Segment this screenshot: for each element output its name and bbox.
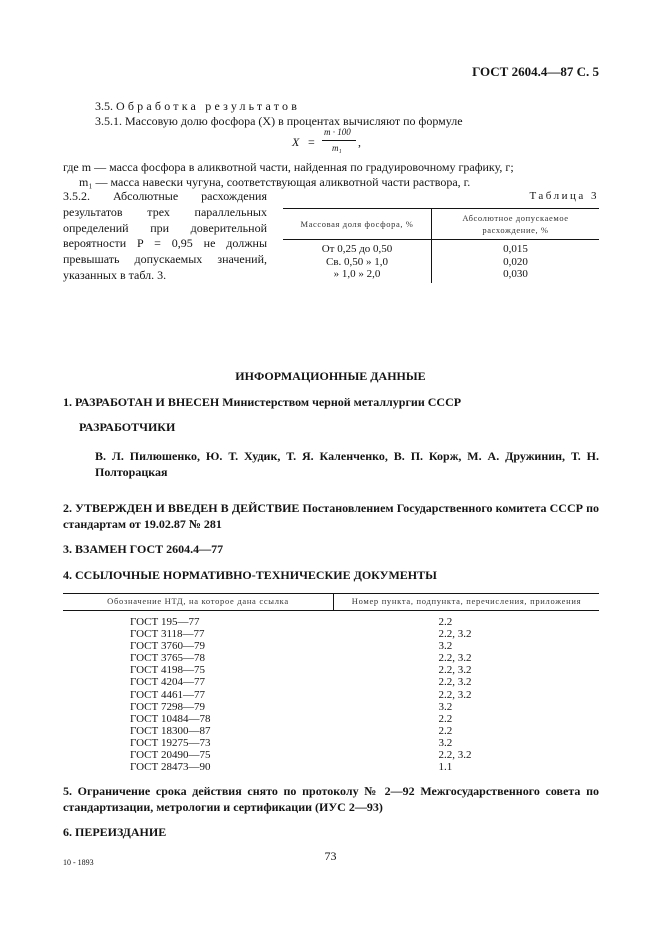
item-1: 1. РАЗРАБОТАН И ВНЕСЕН Министерством черной металлургии СССР bbox=[63, 395, 462, 409]
table-row: ГОСТ 19275—73 3.2 bbox=[130, 736, 453, 749]
item-6: 6. ПЕРЕИЗДАНИЕ bbox=[63, 825, 167, 839]
formula-equals: = bbox=[308, 135, 315, 149]
item-2: 2. УТВЕРЖДЕН И ВВЕДЕН В ДЕЙСТВИЕ Постановлением Государственного комитета СССР по стандартам от 19.02.87 № 281 bbox=[63, 501, 599, 531]
info-data-title: ИНФОРМАЦИОННЫЕ ДАННЫЕ bbox=[235, 369, 426, 383]
table-row: ГОСТ 7298—79 3.2 bbox=[130, 700, 453, 713]
references-table bbox=[63, 593, 599, 773]
table-row: ГОСТ 3118—77 2.2, 3.2 bbox=[130, 628, 472, 641]
table-row: От 0,25 до 0,50 0,015 bbox=[283, 240, 599, 256]
table-row: ГОСТ 28473—90 1.1 bbox=[130, 761, 453, 774]
table-row: ГОСТ 18300—87 2.2 bbox=[130, 724, 453, 737]
table-row: ГОСТ 3765—78 2.2, 3.2 bbox=[130, 652, 472, 665]
table-3-caption: Таблица 3 bbox=[529, 190, 599, 202]
table-row: ГОСТ 3760—79 3.2 bbox=[130, 640, 453, 653]
section-3-5-number: 3.5. bbox=[95, 99, 113, 113]
paragraph-3-5-1: 3.5.1. Массовую долю фосфора (X) в процентах вычисляют по формуле bbox=[95, 114, 463, 128]
table-row: ГОСТ 20490—75 2.2, 3.2 bbox=[130, 749, 472, 762]
table-3-col-mass-fraction: Массовая доля фосфора, % bbox=[283, 209, 432, 240]
footer-code: 10 - 1893 bbox=[63, 858, 94, 867]
formula-numerator: m · 100 bbox=[324, 127, 351, 137]
table-row: ГОСТ 4204—77 2.2, 3.2 bbox=[130, 676, 472, 689]
fraction-bar bbox=[322, 140, 356, 141]
references-header-row bbox=[63, 594, 599, 611]
item-3: 3. ВЗАМЕН ГОСТ 2604.4—77 bbox=[63, 542, 224, 556]
formula-denominator: m₁ bbox=[332, 143, 342, 153]
table-row: ГОСТ 10484—78 2.2 bbox=[130, 712, 453, 725]
table-row: ГОСТ 4198—75 2.2, 3.2 bbox=[130, 664, 472, 677]
developers-list: В. Л. Пилюшенко, Ю. Т. Худик, Т. Я. Каленченко, В. П. Корж, М. А. Дружинин, Т. Н. Полторацкая bbox=[95, 449, 599, 479]
section-3-5-heading bbox=[95, 98, 300, 114]
page-number: 73 bbox=[324, 849, 337, 863]
page-header: ГОСТ 2604.4—87 С. 5 bbox=[472, 64, 599, 79]
section-3-5-title: Обработка результатов bbox=[116, 99, 301, 113]
table-row: ГОСТ 195—77 2.2 bbox=[130, 616, 453, 628]
item-5: 5. Ограничение срока действия снято по протоколу № 2—92 Межгосударственного совета по стандартизации, метрологии и сертификации (ИУС 2—93) bbox=[63, 784, 599, 814]
table-3 bbox=[283, 208, 599, 283]
item-4: 4. ССЫЛОЧНЫЕ НОРМАТИВНО-ТЕХНИЧЕСКИЕ ДОКУМЕНТЫ bbox=[63, 568, 437, 582]
table-3-col-tolerance: Абсолютное допускаемое расхождение, % bbox=[462, 213, 569, 235]
where-m: где m — масса фосфора в аликвотной части, найденная по градуировочному графику, г; bbox=[63, 160, 514, 174]
references-col-clause: Номер пункта, подпункта, перечисления, приложения bbox=[351, 596, 582, 606]
formula bbox=[292, 127, 382, 157]
paragraph-3-5-2: 3.5.2. Абсолютные расхождения результатов трех параллельных определений при доверительной вероятности P = 0,95 не должны превышать допускаемых значений, указанных в табл. 3. bbox=[63, 189, 267, 282]
references-col-document: Обозначение НТД, на которое дана ссылка bbox=[63, 594, 334, 611]
table-row: Св. 0,50 » 1,0 0,020 bbox=[283, 256, 599, 269]
table-3-header-row bbox=[283, 209, 599, 240]
developers-title: РАЗРАБОТЧИКИ bbox=[79, 420, 176, 434]
formula-lhs: X bbox=[292, 135, 300, 149]
where-m1: m₁ — масса навески чугуна, соответствующая аликвотной части раствора, г. bbox=[79, 175, 471, 189]
table-row: ГОСТ 4461—77 2.2, 3.2 bbox=[130, 688, 472, 701]
table-row: » 1,0 » 2,0 0,030 bbox=[283, 268, 599, 283]
formula-comma: , bbox=[358, 135, 361, 149]
